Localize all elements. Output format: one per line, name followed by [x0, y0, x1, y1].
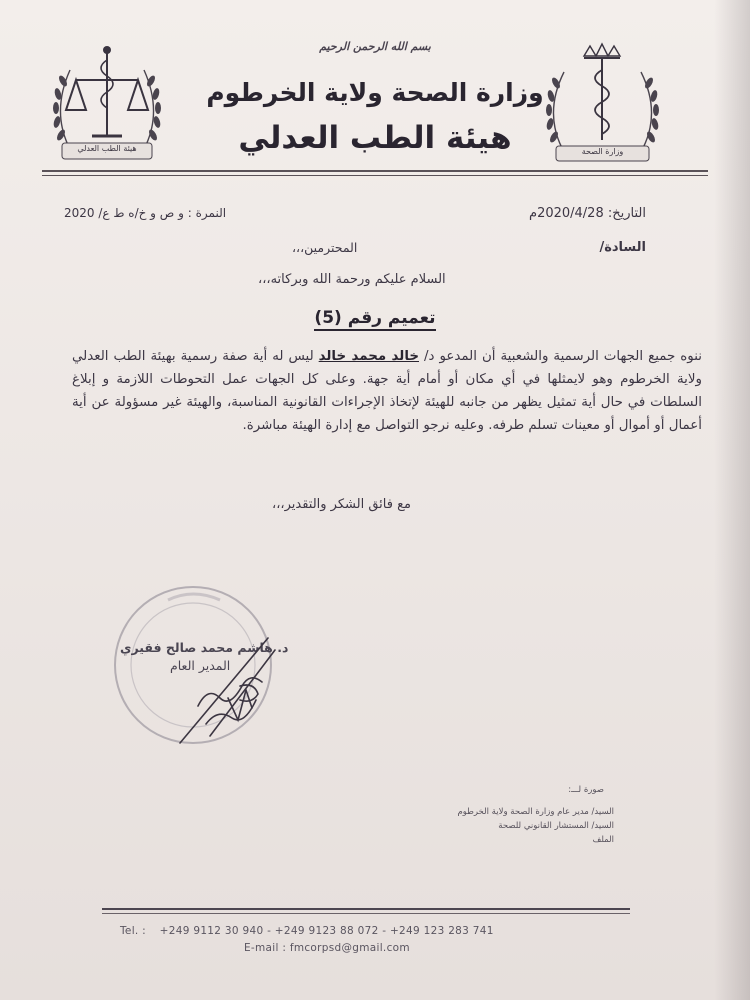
- closing-line: مع فائق الشكر والتقدير،،،: [272, 497, 411, 512]
- header-rule-top: [42, 170, 708, 172]
- circular-body: [72, 345, 702, 437]
- tel-numbers: +249 9112 30 940 - +249 9123 88 072 - +249 123 283 741: [159, 925, 494, 937]
- cc-heading: صورة لـــ:: [568, 785, 604, 795]
- named-person: خالد محمد خالد: [318, 349, 419, 364]
- tel-label: Tel. :: [120, 925, 147, 937]
- page-edge-shadow: [714, 0, 750, 1000]
- cc-line-1: السيد/ مدير عام وزارة الصحة ولاية الخرطوم: [457, 807, 614, 817]
- subject-text: تعميم رقم (5): [314, 308, 435, 331]
- date-line: [529, 206, 646, 221]
- date-value: 2020/4/28م: [529, 206, 604, 221]
- reference-value: و ص و خ/ه ط ع/ 2020: [64, 206, 184, 220]
- handwritten-signature: [170, 628, 290, 752]
- footer-phone: [120, 925, 494, 937]
- body-part-1: ننوه جميع الجهات الرسمية والشعبية أن المدعو د/: [419, 349, 702, 364]
- date-label: التاريخ:: [607, 206, 646, 221]
- footer-rule-thin: [102, 913, 630, 914]
- left-emblem-label: هيئة الطب العدلي: [77, 144, 137, 153]
- reference-label: النمرة :: [187, 206, 227, 220]
- circular-subject: [0, 308, 750, 328]
- forensic-authority-emblem: [48, 40, 166, 165]
- body-part-2: ليس له أية صفة رسمية بهيئة الطب العدلي ولاية الخرطوم وهو لايمثلها في أي مكان أو أمام أية جهة. وعلى كل الجهات عمل التحوطات اللازمة و إبلاغ السلطات في حال أية تمثيل يظهر من جانبه للهيئة لإتخاذ الإجراءات القانونية المناسبة، والهيئة غير مسؤولة عن أية أعمال أو أموال أو معينات تسلم طرفه. وعليه نرجو التواصل مع إدارة الهيئة مباشرة.: [72, 349, 702, 433]
- cc-line-3: الملف: [592, 835, 614, 845]
- cc-block: [364, 785, 614, 845]
- cc-line-2: السيد/ المستشار القانوني للصحة: [498, 821, 614, 831]
- ministry-title: وزارة الصحة ولاية الخرطوم: [206, 78, 544, 107]
- right-emblem-label: وزارة الصحة: [581, 147, 624, 156]
- recipient-label: السادة/: [599, 240, 646, 255]
- header-rule-bottom: [42, 175, 708, 176]
- bismillah: بسم الله الرحمن الرحيم: [319, 40, 431, 53]
- greeting: السلام عليكم ورحمة الله وبركاته،،،: [258, 272, 446, 287]
- authority-title: هيئة الطب العدلي: [238, 120, 512, 156]
- footer-rule: [102, 908, 630, 910]
- honorific: المحترمين،،،: [292, 240, 358, 255]
- signer-name: د. هاشم محمد صالح فقيري: [120, 640, 289, 655]
- signer-title: المدير العام: [170, 658, 231, 673]
- reference-line: [64, 206, 226, 220]
- footer-email: E-mail : fmcorpsd@gmail.com: [244, 942, 410, 954]
